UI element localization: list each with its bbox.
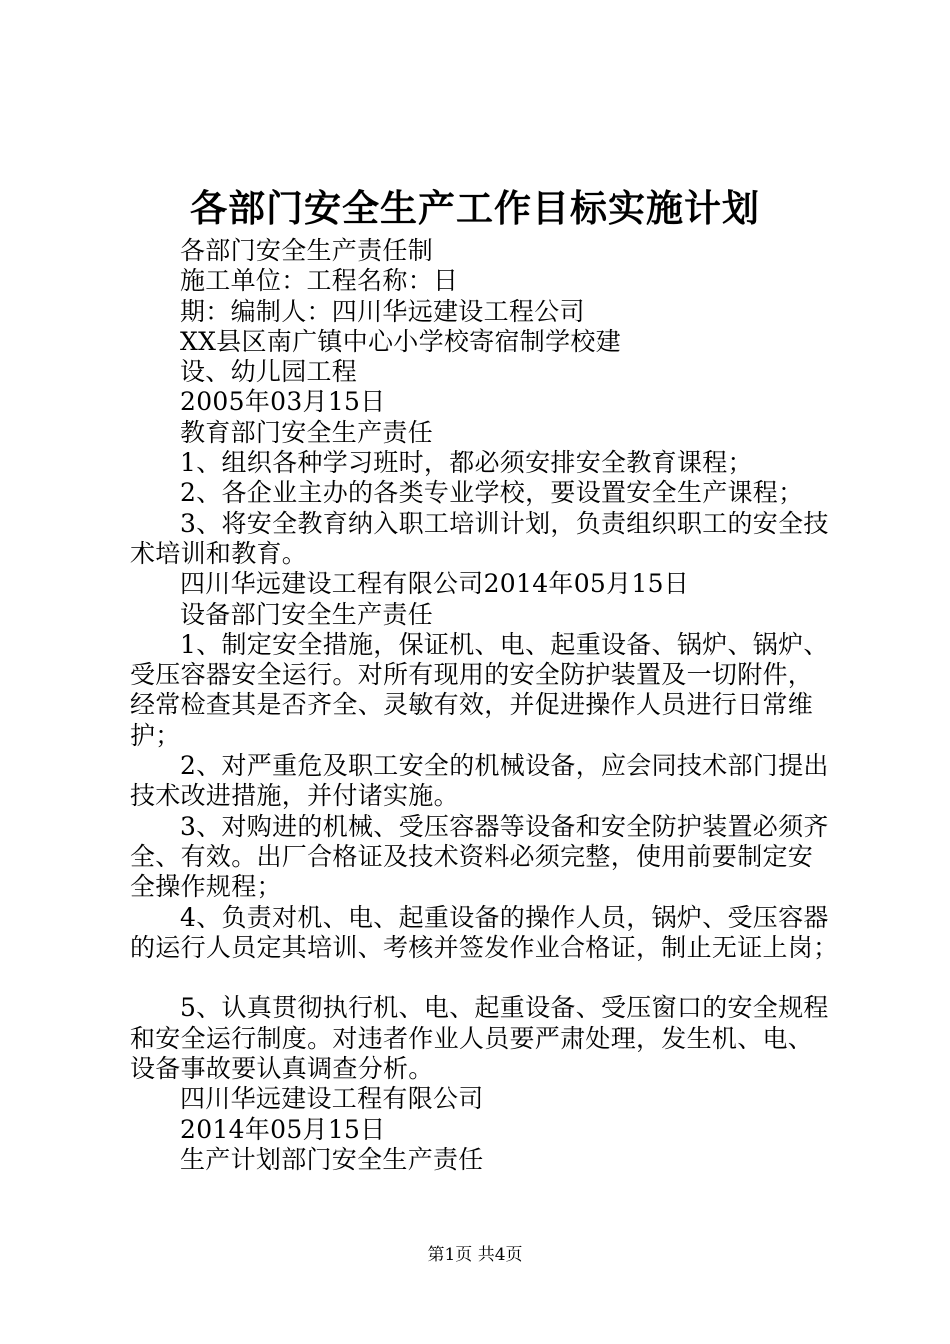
page-footer: 第1页 共4页 [427,1245,523,1265]
text-line: 各部门安全生产责任制 [180,236,434,265]
text-line: 施工单位：工程名称：日 [180,266,459,296]
text-line: 4、负责对机、电、起重设备的操作人员，锅炉、受压容器 [180,902,829,932]
text-line: 经常检查其是否齐全、灵敏有效，并促进操作人员进行日常维 [130,690,814,720]
text-line: 和安全运行制度。对违者作业人员要严肃处理，发生机、电、 [130,1023,814,1053]
text-line: 2005年03月15日 [180,387,386,417]
text-line: 2、各企业主办的各类专业学校，要设置安全生产课程； [180,478,804,508]
text-line: 技术改进措施，并付诸实施。 [130,781,459,811]
text-line: 1、组织各种学习班时，都必须安排安全教育课程； [180,448,753,478]
text-line: 四川华远建设工程有限公司2014年05月15日 [180,569,690,599]
text-line: 四川华远建设工程有限公司 [180,1084,484,1114]
text-line: 1、制定安全措施，保证机、电、起重设备、锅炉、锅炉、 [180,629,829,659]
text-line: 设备事故要认真调查分析。 [130,1054,434,1084]
text-line: 设、幼儿园工程 [180,357,358,387]
text-line: 2014年05月15日 [180,1114,386,1144]
text-line: 全、有效。出厂合格证及技术资料必须完整，使用前要制定安 [130,841,814,871]
document-body [130,236,839,1175]
text-line: 2、对严重危及职工安全的机械设备，应会同技术部门提出 [180,751,829,781]
text-line: 全操作规程； [130,872,282,902]
text-line: 的运行人员定其培训、考核并签发作业合格证，制止无证上岗； [130,932,839,962]
text-line: 3、对购进的机械、受压容器等设备和安全防护装置必须齐 [180,811,829,841]
text-line: 术培训和教育。 [130,538,308,568]
text-line: XX县区南广镇中心小学校寄宿制学校建 [180,326,621,356]
text-line: 受压容器安全运行。对所有现用的安全防护装置及一切附件， [130,660,814,690]
text-line: 护； [130,720,181,750]
text-line: 设备部门安全生产责任 [180,599,434,629]
text-line: 教育部门安全生产责任 [180,417,434,447]
blank-line [130,963,830,993]
text-line: 期：编制人：四川华远建设工程公司 [180,296,585,326]
document-title: 各部门安全生产工作目标实施计划 [190,186,760,230]
text-line: 5、认真贯彻执行机、电、起重设备、受压窗口的安全规程 [180,993,829,1023]
text-line: 生产计划部门安全生产责任 [180,1144,484,1174]
text-line: 3、将安全教育纳入职工培训计划，负责组织职工的安全技 [180,508,829,538]
